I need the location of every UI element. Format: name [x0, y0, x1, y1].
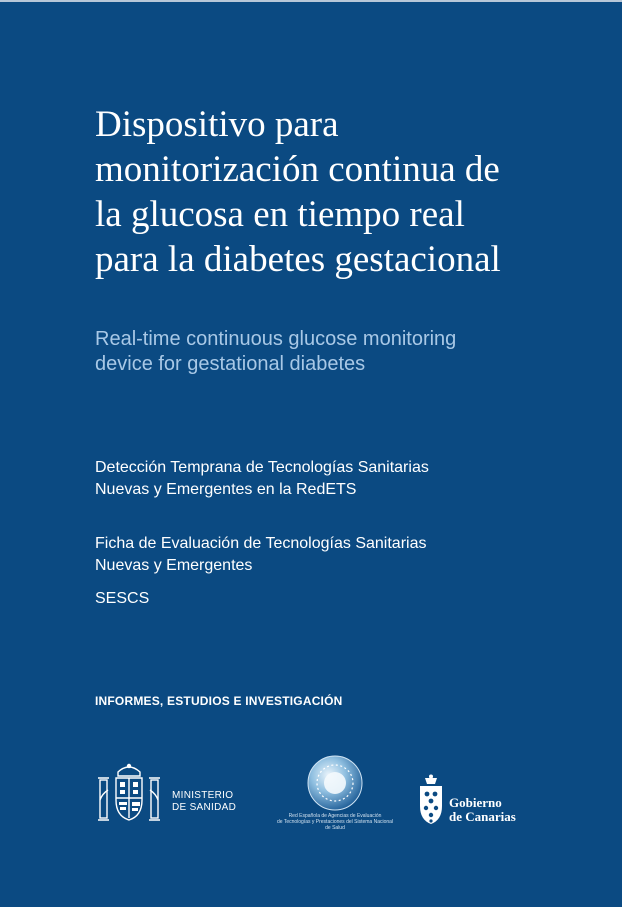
- ministerio-sanidad-logo: [96, 760, 246, 830]
- spain-coat-of-arms-icon: [96, 760, 162, 828]
- ministerio-line-2: DE SANIDAD: [172, 802, 237, 813]
- report-type: [95, 533, 535, 577]
- redets-line-1: Red Española de Agencias de Evaluación: [288, 813, 382, 819]
- program-name: [95, 457, 535, 501]
- gobierno-canarias-logo: [417, 774, 537, 830]
- series-name: INFORMES, ESTUDIOS E INVESTIGACIÓN: [95, 694, 343, 708]
- program-line-2: Nuevas y Emergentes en la RedETS: [95, 481, 357, 498]
- redets-logo: [275, 754, 395, 834]
- gobierno-canarias-label: [449, 796, 516, 824]
- ministerio-line-1: MINISTERIO: [172, 790, 234, 801]
- agency-name: SESCS: [95, 590, 150, 607]
- report-subtitle: Real-time continuous glucose monitoring device for gestational diabetes: [95, 328, 457, 375]
- redets-label: [275, 813, 395, 831]
- gobierno-line-2: de Canarias: [449, 809, 516, 824]
- logo-strip: [0, 752, 622, 832]
- canarias-coat-of-arms-icon: [417, 774, 445, 828]
- ministerio-sanidad-label: [172, 790, 236, 814]
- report-title: Dispositivo para monitorización continua de la glucosa en tiempo real para la diabetes gestacional: [95, 104, 501, 280]
- redets-line-2: de Tecnologías y Prestaciones del Sistema Nacional de Salud: [276, 819, 394, 831]
- gobierno-line-1: Gobierno: [449, 795, 502, 810]
- report-type-line-1: Ficha de Evaluación de Tecnologías Sanitarias: [95, 535, 427, 552]
- program-line-1: Detección Temprana de Tecnologías Sanitarias: [95, 459, 429, 476]
- report-type-line-2: Nuevas y Emergentes: [95, 557, 253, 574]
- redets-sphere-icon: [304, 754, 366, 812]
